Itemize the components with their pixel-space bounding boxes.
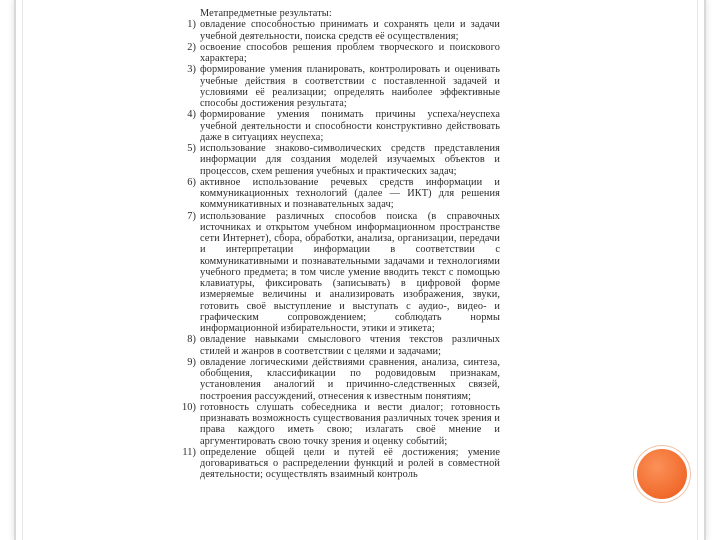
list-item: [180, 143, 500, 177]
list-item: [180, 19, 500, 42]
list-item-number: 11): [182, 446, 196, 458]
decorative-orange-circle: [637, 449, 687, 499]
list-item-number: 9): [187, 356, 196, 368]
page-heading: Метапредметные результаты:: [200, 8, 332, 19]
list-item-text: овладение способностью принимать и сохранять цели и задачи учебной деятельности, поиска средств её осуществления;: [200, 19, 500, 42]
list-item: [180, 357, 500, 402]
frame-inner-line-right: [697, 0, 698, 540]
scanned-document-page: [180, 8, 500, 540]
frame-inner-line-left: [22, 0, 23, 540]
list-item: [180, 402, 500, 447]
list-item-text: использование знаково-символических средств представления информации для создания моделей изучаемых объектов и процессов, схем решения учебных и практических задач;: [200, 143, 500, 177]
list-item: [180, 177, 500, 211]
list-item-text: освоение способов решения проблем творческого и поискового характера;: [200, 41, 500, 64]
list-item: [180, 109, 500, 143]
list-item-number: 1): [187, 19, 196, 31]
list-item-number: 2): [187, 41, 196, 53]
list-item: [180, 447, 500, 481]
list-item: [180, 42, 500, 65]
list-item-number: 6): [187, 176, 196, 188]
list-item-number: 8): [187, 334, 196, 346]
list-item: [180, 334, 500, 357]
list-item-text: определение общей цели и путей её достижения; умение договариваться о распределении функций и ролей в совместной деятельности; осуществлять взаимный контроль: [200, 446, 500, 481]
list-item-number: 3): [187, 64, 196, 76]
list-item: [180, 211, 500, 335]
list-item-number: 10): [181, 401, 196, 413]
list-item-text: овладение логическими действиями сравнения, анализа, синтеза, обобщения, классификации по родовидовым признакам, установления аналогий и причинно-следственных связей, построения рассуждений, отнесения к известным понятиям;: [200, 356, 500, 402]
list-item-number: 7): [187, 210, 196, 222]
list-item-number: 4): [187, 109, 196, 121]
list-item-text: овладение навыками смыслового чтения текстов различных стилей и жанров в соответствии с целями и задачами;: [200, 334, 500, 357]
list-item-text: формирование умения понимать причины успеха/неуспеха учебной деятельности и способности конструктивно действовать даже в ситуациях неуспеха;: [200, 109, 500, 143]
list-item-number: 5): [187, 143, 196, 154]
list-item-text: готовность слушать собеседника и вести диалог; готовность признавать возможность существования различных точек зрения и права каждого иметь свою; излагать своё мнение и аргументировать свою точку зрения и оценку событий;: [200, 401, 500, 447]
list-item-text: активное использование речевых средств информации и коммуникационных технологий (далее — ИКТ) для решения коммуникативных и познавательных задач;: [200, 176, 500, 211]
list-item-text: формирование умения планировать, контролировать и оценивать учебные действия в соответствии с поставленной задачей и условиями её реализации; определять наиболее эффективные способы достижения результата;: [200, 64, 500, 109]
list-item-text: использование различных способов поиска (в справочных источниках и открытом учебном информационном пространстве сети Интернет), сбора, обработки, анализа, организации, передачи и интерпретации информации в соответствии с коммуникативными и познавательными задачами и технологиями учебного предмета; в том числе умение вводить текст с помощью клавиатуры, фиксировать (записывать) в цифровой форме измеряемые величины и анализировать изображения, звуки, готовить своё выступление и выступать с аудио-, видео- и графическим сопровождением; соблюдать нормы информационной избирательности, этики и этикета;: [200, 210, 500, 334]
list-item: [180, 64, 500, 109]
